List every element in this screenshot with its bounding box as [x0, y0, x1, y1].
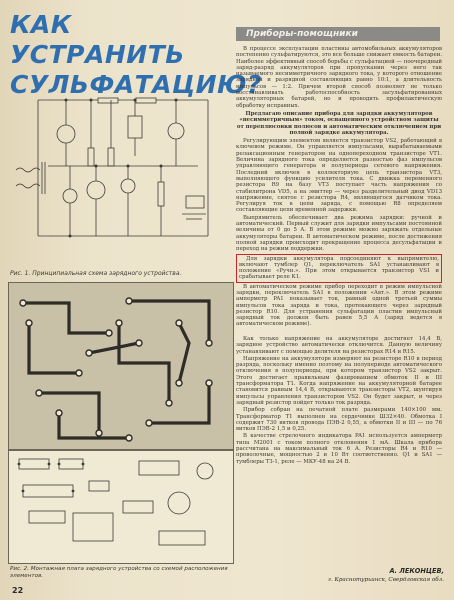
article-subheading: Предлагаю описание прибора для зарядки аккумуляторов «несимметричным» током, оснащенного устройством защиты от переплюсовки полюсов и автоматическим отключением при полной зарядке аккумулятора. [236, 110, 442, 136]
highlighted-paragraph: Для зарядки аккумулятора подсоединяют к выпрямителю, включают тумблер Q1, переключатель SA1 устанавливают в положение «Ручн.». При этом открывается транзистор VS1 и срабатывает реле К1. [236, 254, 442, 283]
component-layout-diagram [8, 450, 234, 564]
pcb-traces-diagram [8, 282, 234, 450]
author-city: г. Краснотурьинск, Свердловская обл. [328, 577, 444, 583]
article-paragraph: Выпрямитель обеспечивает два режима зарядки: ручной и автоматический. Первый служит для зарядки импульсами постоянной величины от 0 до 5 А. В этом режиме можно заряжать отдельные аккумуляторы батареи. В автоматическом режиме, после достижения полной зарядки происходит прекращение процесса десульфатации и переход на режим поддержки. [236, 214, 442, 253]
article-paragraph: Как только напряжение на аккумуляторе достигнет 14,4 В, зарядное устройство автоматически отключится. Данную величину устанавливают с помощью делителя на резисторах R14 и R15. [236, 336, 442, 355]
article-paragraph: Прибор собран на печатной плате размерами 140×100 мм. Трансформатор T1 выполнен на сердечнике Ш32×40. Обмотка I содержит 730 витков провода ПЭВ-2 0,55, а обмотки II и III — по 76 витков ПЭВ-2 1,5 и 0,25. [236, 407, 442, 433]
rubric-banner: Приборы-помощники [236, 27, 440, 41]
article-paragraph: В процессе эксплуатации пластины автомобильных аккумуляторов постепенно сульфатируются, это все больше снижает емкость батареи. Наиболее эффективный способ борьбы с сульфатацией — поочередный заряд-разряд аккумуляторов при пропускании через него так называемого несимметричного зарядного тока, у которого отношение зарядной и разрядной составляющих равно 10:1, а длительность импульсов — 1:2. Причем второй способ позволяет не только восстанавливать работоспособность засульфатированных аккумуляторных батарей, но и проводить профилактическую обработку исправных. [236, 46, 442, 109]
article-paragraph: Регулирующим элементом является транзистор VS2, работающий в ключевом режиме. Он управляется импульсами, вырабатываемыми релаксационным генератором на однопереходном транзисторе VT1. Величина зарядного тока определяется разностью фаз импульсов управляющего генератора и полупериода сетевого напряжения. Последний включен в коллекторную цепь транзистора VT3, выполняющего функцию усилителя тока. С движка переменного резистора R9 на базу VT3 поступает часть напряжения со стабилитрона VD5, а на эмиттер — через разделительный диод VD13 напряжение, снятое с резистора R4, являющегося датчиком тока. Регулируя ток в цепи заряда, с помощью R8 определяем составляющие цепи временной задержки. [236, 138, 442, 214]
article-column-2 [236, 336, 442, 466]
article-column-1 [236, 46, 442, 329]
page-number: 22 [12, 586, 24, 595]
article-paragraph: В качестве стрелочного индикатора PA1 используется амперметр типа М2001 с током полного отклонения 1 мА. Шкала прибора рассчитана на максимальный ток 6 А. Резисторы R4 и R10 — проволочные, мощностью 2 и 10 Вт соответственно. Q1 и SA1 — тумблеры ТЗ-1, реле — МКУ-48 на 24 В. [236, 433, 442, 465]
figure-1-caption: Рис. 1. Принципиальная схема зарядного устройства. [10, 270, 182, 277]
article-paragraph: Напряжение на аккумуляторе измеряют на резисторе R10 в период разряда, поскольку именно поэтому на полупериоде автоматического отключения в полупериоды, при котором транзистор VS2 закрыт. Этого достигает правильным фазированием обмоток II и III трансформатора T1. Когда напряжение на аккумуляторной батарее становится равным 14,4 В, открываются транзисторы VT2, шунтируя импульсы управления транзистором VS2. Он будет закрыт, и через зарядный резистор пойдет только ток разряда. [236, 355, 442, 406]
headline-line-2: СУЛЬФАТАЦИЮ? [10, 70, 262, 99]
schematic-diagram [8, 86, 232, 254]
figure-2-caption: Рис. 2. Монтажная плата зарядного устройства со схемой расположения элементов. [10, 566, 228, 579]
article-paragraph: В автоматическом режиме прибор переходит в режим импульсной зарядки, переключатель SA1 в положении «Авт.». В этом режиме амперметр PA1 показывает ток, равный одной третьей суммы импульсов тока заряда и тока, протекающего через зарядный резистор R10. Для устранения сульфатации пластин импульсный зарядный ток должен быть равен 5,5 А (заряд ведется в автоматическом режиме). [236, 283, 442, 328]
author-name: А. ЛЕКОНЦЕВ, [389, 567, 444, 575]
headline-line-1: КАК УСТРАНИТЬ [10, 10, 185, 69]
